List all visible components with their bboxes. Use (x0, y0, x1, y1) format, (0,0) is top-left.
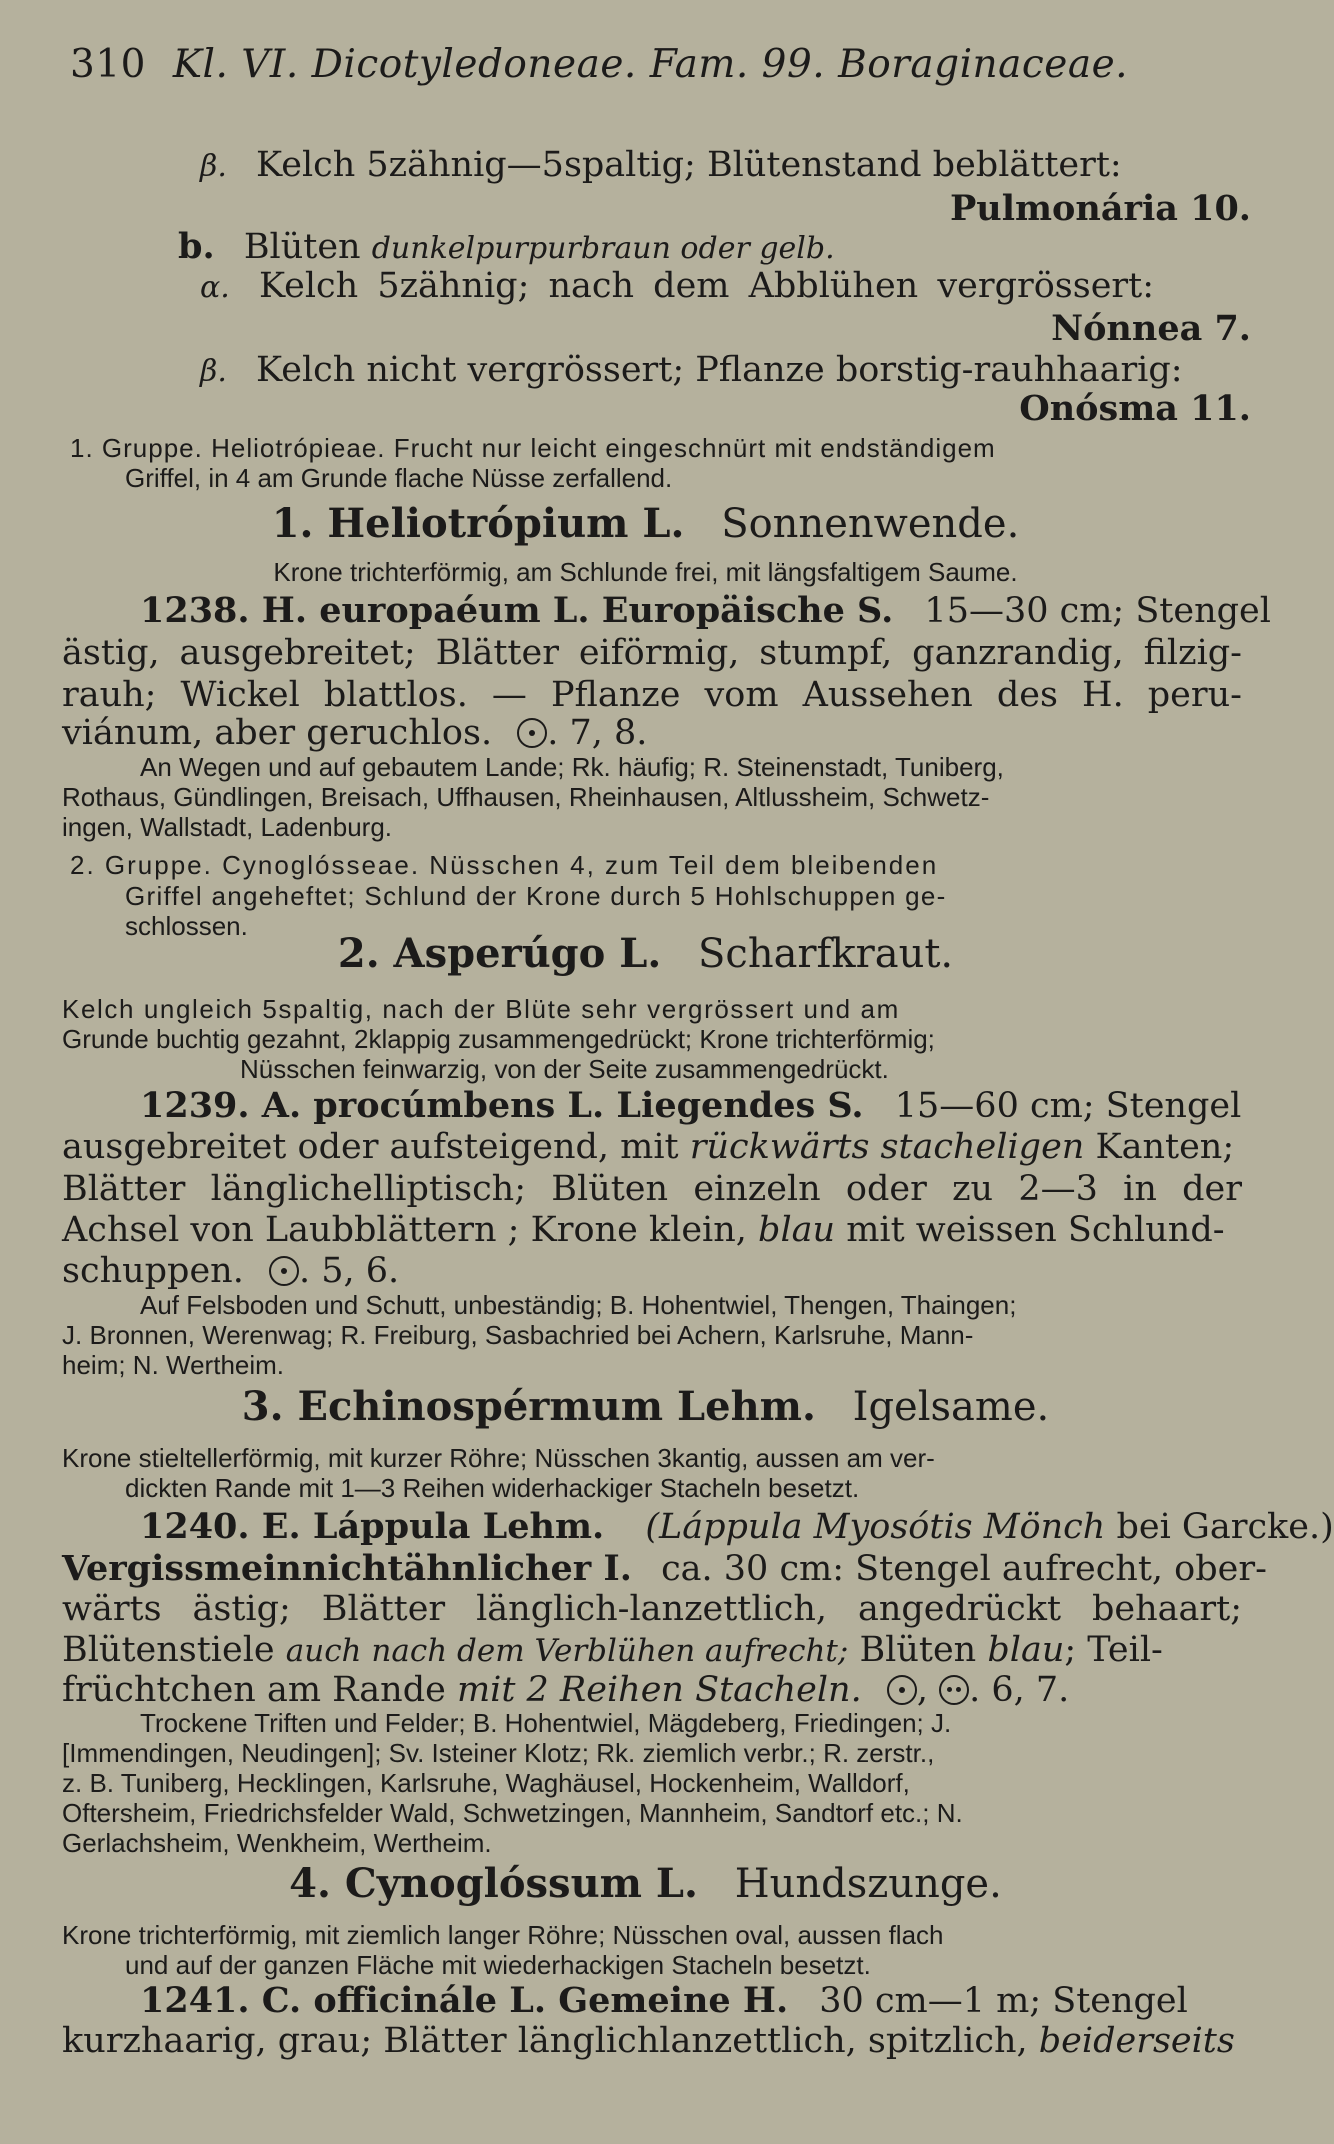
genus-4-title (0, 1860, 1291, 1907)
species-name: 1238. H. europaéum L. Europäische S. (140, 590, 894, 631)
species-text: Kanten; (1084, 1127, 1235, 1167)
species-text-italic: blau (758, 1210, 836, 1250)
species-text: mit weissen Schlund- (835, 1210, 1225, 1250)
genus-2-description-2: Grunde buchtig gezahnt, 2klappig zusammengedrückt; Krone trichterförmig; (62, 1024, 935, 1054)
species-text-italic: mit 2 Reihen Stacheln. (456, 1670, 862, 1710)
genus-4-description-2: und auf der ganzen Fläche mit wiederhackigen Stacheln besetzt. (125, 1950, 871, 1980)
genus-3-title (0, 1383, 1291, 1430)
key-b (178, 226, 835, 267)
species-text: bei Garcke.) (1105, 1507, 1334, 1547)
group-2-line-2: Griffel angeheftet; Schlund der Krone durch 5 Hohlschuppen ge- (125, 881, 947, 911)
species-text-italic: blau (987, 1630, 1065, 1670)
species-name: 1239. A. procúmbens L. Liegendes S. (140, 1085, 864, 1126)
species-name: 1241. C. officinále L. Gemeine H. (140, 1980, 789, 2021)
genus-1-description: Krone trichterförmig, am Schlunde frei, mit längsfaltigem Saume. (273, 557, 1018, 587)
species-1238-locality-2: Rothaus, Gündlingen, Breisach, Uffhausen, Rheinhausen, Altlussheim, Schwetz- (62, 782, 990, 812)
genus-name: 2. Asperúgo L. (337, 930, 662, 977)
species-1240-locality-4: Oftersheim, Friedrichsfelder Wald, Schwetzingen, Mannheim, Sandtorf etc.; N. (62, 1798, 963, 1828)
species-1239-locality-2: J. Bronnen, Werenwag; R. Freiburg, Sasbachried bei Achern, Karlsruhe, Mann- (62, 1320, 974, 1350)
species-1238-line-3: rauh; Wickel blattlos. — Pflanze vom Aussehen des H. peru- (62, 675, 1242, 715)
genus-3-description-2: dickten Rande mit 1—3 Reihen widerhackiger Stacheln besetzt. (125, 1473, 860, 1503)
species-text: ca. 30 cm: Stengel aufrecht, ober- (661, 1549, 1267, 1589)
species-1240-locality-2: [Immendingen, Neudingen]; Sv. Isteiner Klotz; Rk. ziemlich verbr.; R. zerstr., (62, 1738, 935, 1768)
species-common-name: Vergissmeinnichtähnlicher I. (62, 1548, 632, 1589)
flowering-months: . 5, 6. (298, 1251, 400, 1291)
species-1241-line-2 (62, 2021, 1235, 2061)
species-1240-line-4 (62, 1630, 1163, 1670)
species-1238-line-2: ästig, ausgebreitet; Blätter eiförmig, stumpf, ganzrandig, filzig- (62, 633, 1242, 673)
species-1238-locality-3: ingen, Wallstadt, Ladenburg. (62, 812, 393, 842)
page-number: 310 (70, 42, 146, 87)
key-text: Kelch 5zähnig; nach dem Abblühen vergrössert: (258, 266, 1154, 306)
genus-1-title (0, 500, 1291, 547)
key-marker: β. (200, 149, 227, 184)
flowering-months: . 7, 8. (547, 713, 648, 753)
species-text: viánum, aber geruchlos. (62, 713, 493, 753)
species-text-italic: beiderseits (1038, 2021, 1235, 2061)
species-text: ausgebreitet oder aufsteigend, mit (62, 1127, 690, 1167)
key-beta-2 (200, 350, 1183, 390)
running-header (70, 42, 1128, 87)
group-1-line-2: Griffel, in 4 am Grunde flache Nüsse zerfallend. (125, 463, 673, 493)
genus-common-name: Hundszunge. (734, 1861, 1002, 1907)
key-text: Kelch nicht vergrössert; Pflanze borstig-rauhhaarig: (256, 350, 1183, 390)
key-marker: b. (178, 226, 215, 267)
key-result: Nónnea 7. (1051, 308, 1251, 349)
key-alpha (200, 266, 1154, 306)
species-1239-line-1 (140, 1085, 1241, 1126)
species-text: Blüten (848, 1630, 988, 1670)
species-1240-line-1 (140, 1506, 1334, 1547)
genus-name: 3. Echinospérmum Lehm. (241, 1383, 816, 1430)
species-1239-locality-1: Auf Felsboden und Schutt, unbeständig; B. Hohentwiel, Thengen, Thaingen; (140, 1290, 1017, 1320)
flowering-months: . 6, 7. (969, 1670, 1070, 1710)
group-2-line-3: schlossen. (125, 911, 248, 941)
biennial-plant-icon (939, 1675, 969, 1705)
key-beta-1 (200, 145, 1122, 185)
species-text: ; Teil- (1064, 1630, 1163, 1670)
species-text: 15—60 cm; Stengel (894, 1086, 1242, 1126)
species-1240-locality-3: z. B. Tuniberg, Hecklingen, Karlsruhe, Waghäusel, Hockenheim, Walldorf, (62, 1768, 910, 1798)
species-text: früchtchen am Rande (62, 1670, 457, 1710)
key-result: Pulmonária 10. (949, 188, 1251, 229)
species-text: kurzhaarig, grau; Blätter länglichlanzettlich, spitzlich, (62, 2021, 1039, 2061)
species-1238-line-1 (140, 590, 1271, 631)
key-text: Blüten (243, 227, 372, 267)
species-1241-line-1 (140, 1980, 1188, 2021)
annual-plant-icon (517, 718, 547, 748)
species-text: 15—30 cm; Stengel (924, 591, 1271, 631)
key-result-pulmonaria (950, 188, 1251, 229)
species-1239-locality-3: heim; N. Wertheim. (62, 1350, 285, 1380)
species-1240-line-5: früchtchen am Rande mit 2 Reihen Stacheln. , . 6, 7. (62, 1670, 1070, 1710)
species-1239-line-2 (62, 1127, 1234, 1167)
key-text-italic: dunkelpurpurbraun oder gelb. (371, 231, 835, 266)
genus-2-title (0, 930, 1291, 977)
species-text: Achsel von Laubblättern ; Krone klein, (62, 1210, 759, 1250)
running-title: Kl. VI. Dicotyledoneae. Fam. 99. Boraginaceae. (172, 42, 1129, 87)
genus-2-description-3: Nüsschen feinwarzig, von der Seite zusammengedrückt. (240, 1054, 889, 1084)
key-marker: β. (200, 354, 227, 389)
species-name: 1240. E. Láppula Lehm. (140, 1506, 605, 1547)
genus-2-description-1: Kelch ungleich 5spaltig, nach der Blüte sehr vergrössert und am (62, 994, 900, 1024)
species-text: 30 cm—1 m; Stengel (819, 1981, 1188, 2021)
species-1238-locality-1: An Wegen und auf gebautem Lande; Rk. häufig; R. Steinenstadt, Tuniberg, (140, 752, 1004, 782)
key-text: Kelch 5zähnig—5spaltig; Blütenstand beblättert: (256, 145, 1122, 185)
species-1239-line-3: Blätter länglichelliptisch; Blüten einzeln oder zu 2—3 in der (62, 1169, 1242, 1209)
group-2-line-1: 2. Gruppe. Cynoglósseae. Nüsschen 4, zum Teil dem bleibenden (70, 850, 939, 880)
species-text-italic: auch nach dem Verblühen aufrecht; (285, 1633, 849, 1669)
species-text-italic: rückwärts stacheligen (689, 1127, 1085, 1167)
species-1238-line-4 (62, 713, 647, 753)
species-1239-line-5 (62, 1251, 399, 1291)
annual-plant-icon (887, 1675, 917, 1705)
genus-common-name: Scharfkraut. (698, 931, 954, 977)
group-1-line-1: 1. Gruppe. Heliotrópieae. Frucht nur leicht eingeschnürt mit endständigem (70, 433, 996, 463)
genus-common-name: Igelsame. (852, 1384, 1050, 1430)
genus-4-description-1: Krone trichterförmig, mit ziemlich langer Röhre; Nüsschen oval, aussen flach (62, 1920, 944, 1950)
genus-name: 4. Cynoglóssum L. (289, 1860, 698, 1907)
species-1239-line-4 (62, 1210, 1225, 1250)
species-1240-line-2 (62, 1548, 1267, 1589)
key-result: Onósma 11. (1019, 388, 1251, 429)
key-marker: α. (200, 270, 230, 305)
species-1240-locality-1: Trockene Triften und Felder; B. Hohentwiel, Mägdeberg, Friedingen; J. (140, 1708, 952, 1738)
species-synonym (645, 1507, 1333, 1547)
annual-plant-icon (269, 1256, 299, 1286)
species-text: schuppen. (62, 1251, 244, 1291)
genus-name: 1. Heliotrópium L. (271, 500, 685, 547)
genus-common-name: Sonnenwende. (721, 501, 1020, 547)
genus-3-description-1: Krone stieltellerförmig, mit kurzer Röhre; Nüsschen 3kantig, aussen am ver- (62, 1443, 935, 1473)
key-result-onosma (1019, 388, 1251, 429)
species-synonym-italic: (Láppula Myosótis Mönch (645, 1507, 1106, 1547)
species-text: Blütenstiele (62, 1630, 286, 1670)
key-result-nonnea (1051, 308, 1251, 349)
species-1240-locality-5: Gerlachsheim, Wenkheim, Wertheim. (62, 1828, 492, 1858)
species-1240-line-3: wärts ästig; Blätter länglich-lanzettlich, angedrückt behaart; (62, 1589, 1242, 1629)
